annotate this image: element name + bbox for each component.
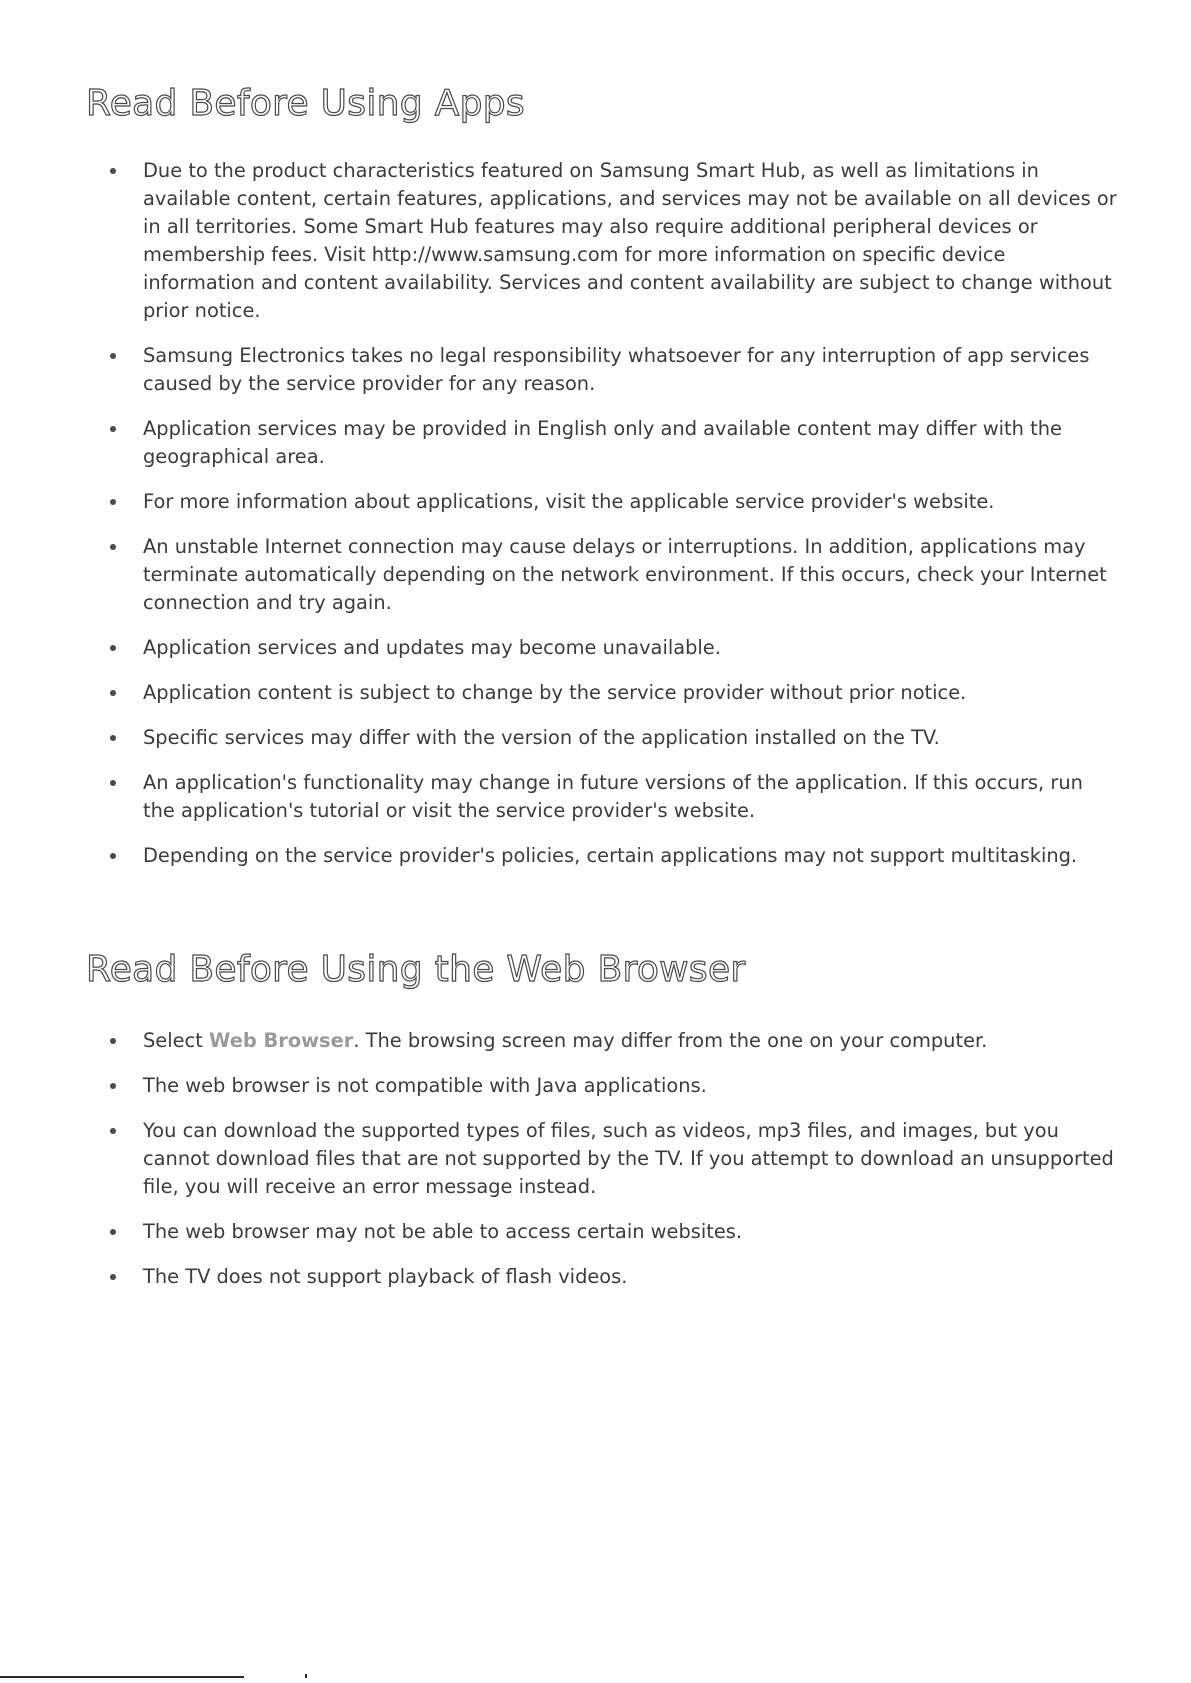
bullet-icon	[110, 690, 116, 696]
list-item-text: The TV does not support playback of flash videos.	[143, 1265, 628, 1288]
list-item-text: You can download the supported types of files, such as videos, mp3 files, and images, but you cannot download files that are not supported by the TV. If you attempt to download an unsupported file, you will receive an error message instead.	[143, 1119, 1114, 1198]
list-item-text: Due to the product characteristics featured on Samsung Smart Hub, as well as limitations in available content, certain features, applications, and services may not be available on all devices or in all territories. Some Smart Hub features may also require additional peripheral devices or membership fees. Visit http://www.samsung.com for more information on specific device information and content availability. Services and content availability are subject to change without prior notice.	[143, 159, 1117, 322]
list-item-text: Application services and updates may become unavailable.	[143, 636, 721, 659]
section-title-web-browser: Read Before Using the Web Browser	[86, 949, 746, 990]
list-item	[100, 1027, 1120, 1055]
list-item-text: Samsung Electronics takes no legal responsibility whatsoever for any interruption of app services caused by the service provider for any reason.	[143, 344, 1090, 395]
list-item	[100, 1072, 1120, 1100]
bullet-icon	[110, 853, 116, 859]
list-item	[100, 488, 1120, 516]
bullet-icon	[110, 780, 116, 786]
list-item-text: Depending on the service provider's policies, certain applications may not support multitasking.	[143, 844, 1078, 867]
list-item	[100, 415, 1120, 471]
section-title-apps: Read Before Using Apps	[86, 83, 525, 124]
apps-bullet-list	[100, 157, 1120, 887]
list-item	[100, 533, 1120, 617]
list-item	[100, 342, 1120, 398]
list-item-text: Application services may be provided in English only and available content may differ with the geographical area.	[143, 417, 1062, 468]
bullet-icon	[110, 735, 116, 741]
list-item-text: For more information about applications, visit the applicable service provider's website.	[143, 490, 995, 513]
list-item-text: Application content is subject to change by the service provider without prior notice.	[143, 681, 967, 704]
list-item-text: Specific services may differ with the version of the application installed on the TV.	[143, 726, 940, 749]
bullet-icon	[110, 1128, 116, 1134]
list-item	[100, 1117, 1120, 1201]
select-suffix: . The browsing screen may differ from the one on your computer.	[353, 1029, 988, 1052]
list-item	[100, 842, 1120, 870]
bullet-icon	[110, 1083, 116, 1089]
bullet-icon	[110, 499, 116, 505]
list-item-text: The web browser may not be able to access certain websites.	[143, 1220, 743, 1243]
web-browser-bullet-list	[100, 1027, 1120, 1308]
web-browser-menu-ref: Web Browser	[209, 1029, 354, 1052]
bullet-icon	[110, 1038, 116, 1044]
list-item	[100, 724, 1120, 752]
footer-rule	[0, 1676, 244, 1678]
list-item-text: An application's functionality may change in future versions of the application. If this occurs, run the application's tutorial or visit the service provider's website.	[143, 771, 1083, 822]
list-item	[100, 679, 1120, 707]
bullet-icon	[110, 1229, 116, 1235]
list-item	[100, 1218, 1120, 1246]
footer-mark	[305, 1674, 307, 1678]
list-item-text: An unstable Internet connection may cause delays or interruptions. In addition, applications may terminate automatically depending on the network environment. If this occurs, check your Internet connection and try again.	[143, 535, 1107, 614]
list-item	[100, 769, 1120, 825]
list-item	[100, 1263, 1120, 1291]
list-item	[100, 157, 1120, 325]
bullet-icon	[110, 544, 116, 550]
bullet-icon	[110, 353, 116, 359]
list-item-text: The web browser is not compatible with Java applications.	[143, 1074, 707, 1097]
select-prefix: Select	[143, 1029, 203, 1052]
bullet-icon	[110, 168, 116, 174]
bullet-icon	[110, 1274, 116, 1280]
bullet-icon	[110, 426, 116, 432]
bullet-icon	[110, 645, 116, 651]
list-item	[100, 634, 1120, 662]
